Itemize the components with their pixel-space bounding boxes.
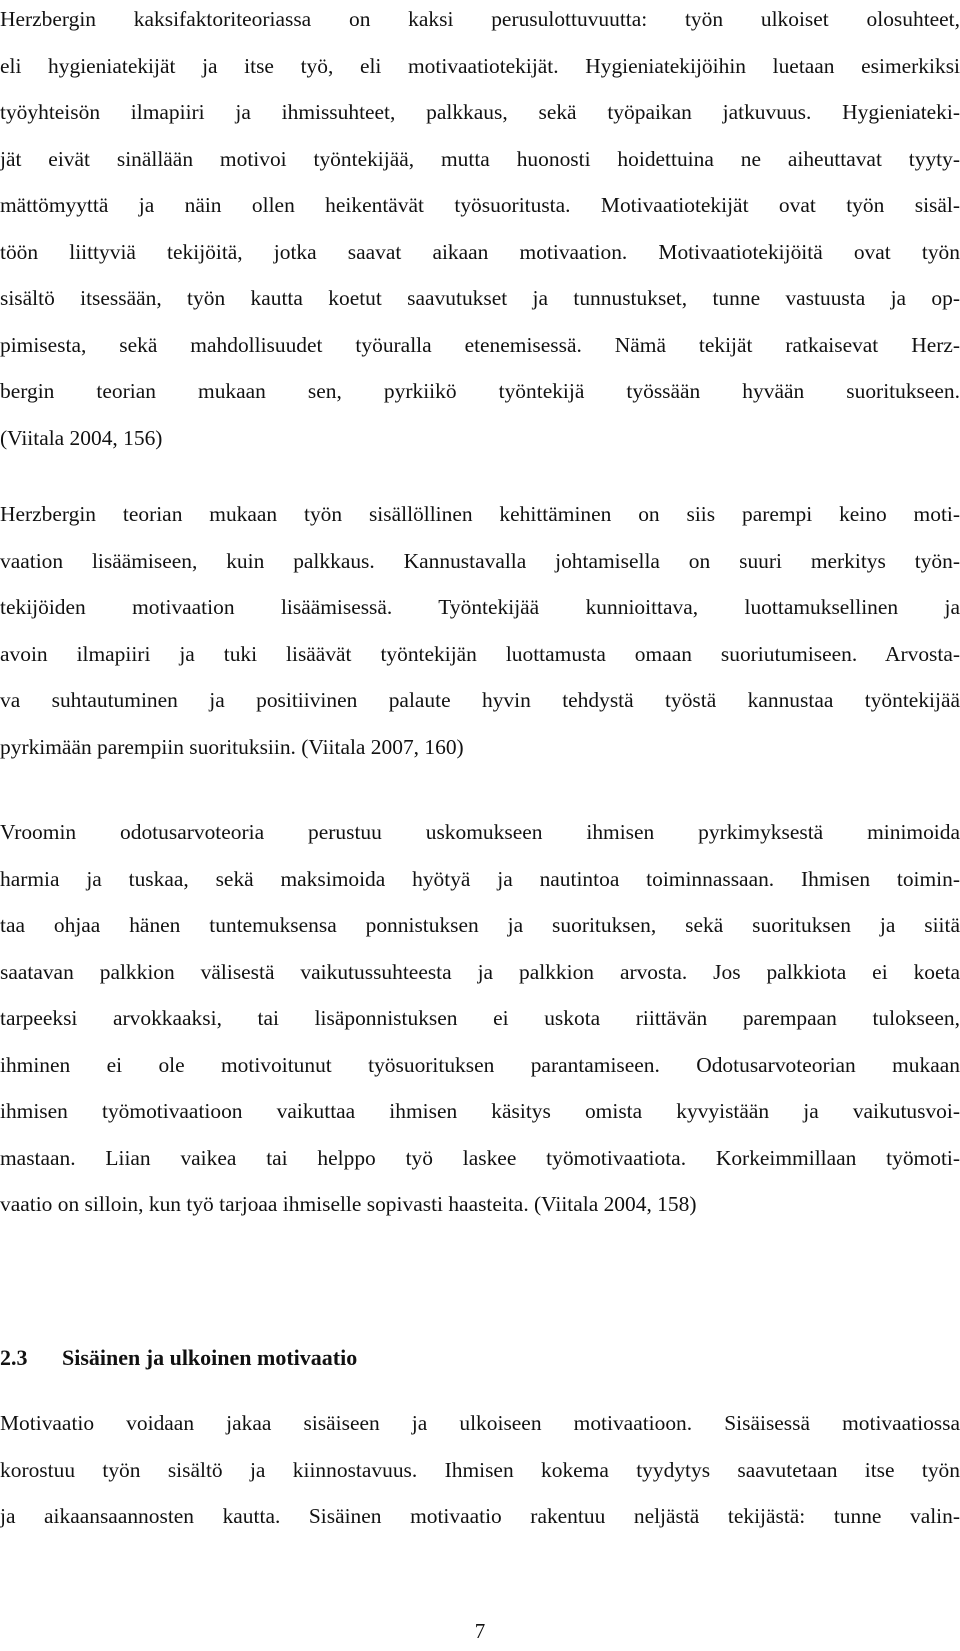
page-number: 7 (474, 1619, 486, 1643)
text-line: sisältö itsessään, työn kautta koetut saavutukset ja tunnustukset, tunne vastuusta ja op- (0, 286, 960, 310)
text-line: pyrkimään parempiin suorituksiin. (Viitala 2007, 160) (0, 734, 464, 759)
section-heading (0, 1338, 357, 1378)
section-number: 2.3 (0, 1345, 28, 1370)
text-line: tarpeeksi arvokkaaksi, tai lisäponnistuksen ei uskota riittävän parempaan tulokseen, (0, 1006, 960, 1030)
paragraph-herzberg-theory (0, 0, 960, 461)
text-line: pimisesta, sekä mahdollisuudet työuralla etenemisessä. Nämä tekijät ratkaisevat Herz- (0, 332, 960, 357)
text-line: töön liittyviä tekijöitä, jotka saavat aikaan motivaation. Motivaatiotekijöitä ovat työn (0, 239, 960, 264)
paragraph-vroom-theory (0, 809, 960, 1228)
paragraph-herzberg-development (0, 491, 960, 770)
text-line: Herzbergin kaksifaktoriteoriassa on kaksi perusulottuvuutta: työn ulkoiset olosuhteet, (0, 7, 960, 31)
text-line: Motivaatio voidaan jakaa sisäiseen ja ulkoiseen motivaatioon. Sisäisessä motivaatiossa (0, 1411, 960, 1435)
text-line: eli hygieniatekijät ja itse työ, eli motivaatiotekijät. Hygieniatekijöihin luetaan esimerkiksi (0, 53, 960, 78)
section-title: Sisäinen ja ulkoinen motivaatio (62, 1345, 358, 1370)
text-line: avoin ilmapiiri ja tuki lisäävät työntekijän luottamusta omaan suoriutumiseen. Arvosta- (0, 641, 960, 666)
text-line: va suhtautuminen ja positiivinen palaute hyvin tehdystä työstä kannustaa työntekijää (0, 688, 960, 712)
text-line: ja aikaansaannosten kautta. Sisäinen motivaatio rakentuu neljästä tekijästä: tunne valin- (0, 1504, 960, 1528)
text-line: korostuu työn sisältö ja kiinnostavuus. Ihmisen kokema tyydytys saavutetaan itse työn (0, 1457, 960, 1482)
text-line: mastaan. Liian vaikea tai helppo työ laskee työmotivaatiota. Korkeimmillaan työmoti- (0, 1145, 960, 1170)
citation-line: (Viitala 2004, 156) (0, 425, 163, 450)
text-line: jät eivät sinällään motivoi työntekijää, mutta huonosti hoidettuina ne aiheuttavat tyyty- (0, 146, 960, 171)
text-line: harmia ja tuskaa, sekä maksimoida hyötyä ja nautintoa toiminnassaan. Ihmisen toimin- (0, 866, 960, 891)
text-line: bergin teorian mukaan sen, pyrkiikö työntekijä työssään hyvään suoritukseen. (0, 379, 960, 403)
text-line: mättömyyttä ja näin ollen heikentävät työsuoritusta. Motivaatiotekijät ovat työn sisäl- (0, 193, 960, 217)
text-line: Vroomin odotusarvoteoria perustuu uskomukseen ihmisen pyrkimyksestä minimoida (0, 820, 960, 844)
paragraph-intrinsic-extrinsic (0, 1400, 960, 1540)
text-line: Herzbergin teorian mukaan työn sisällöllinen kehittäminen on siis parempi keino moti- (0, 502, 960, 526)
text-line: työyhteisön ilmapiiri ja ihmissuhteet, palkkaus, sekä työpaikan jatkuvuus. Hygieniateki- (0, 100, 960, 124)
text-line: tekijöiden motivaation lisäämisessä. Työntekijää kunnioittava, luottamuksellinen ja (0, 595, 960, 619)
text-line: ihminen ei ole motivoitunut työsuorituksen parantamiseen. Odotusarvoteorian mukaan (0, 1052, 960, 1077)
text-line: vaatio on silloin, kun työ tarjoaa ihmiselle sopivasti haasteita. (Viitala 2004, 158) (0, 1192, 697, 1216)
text-line: taa ohjaa hänen tuntemuksensa ponnistuksen ja suorituksen, sekä suorituksen ja siitä (0, 913, 960, 937)
text-line: vaation lisäämiseen, kuin palkkaus. Kannustavalla johtamisella on suuri merkitys työn- (0, 548, 960, 573)
text-line: ihmisen työmotivaatioon vaikuttaa ihmisen käsitys omista kyvyistään ja vaikutusvoi- (0, 1099, 960, 1123)
text-line: saatavan palkkion välisestä vaikutussuhteesta ja palkkion arvosta. Jos palkkiota ei koeta (0, 959, 960, 984)
